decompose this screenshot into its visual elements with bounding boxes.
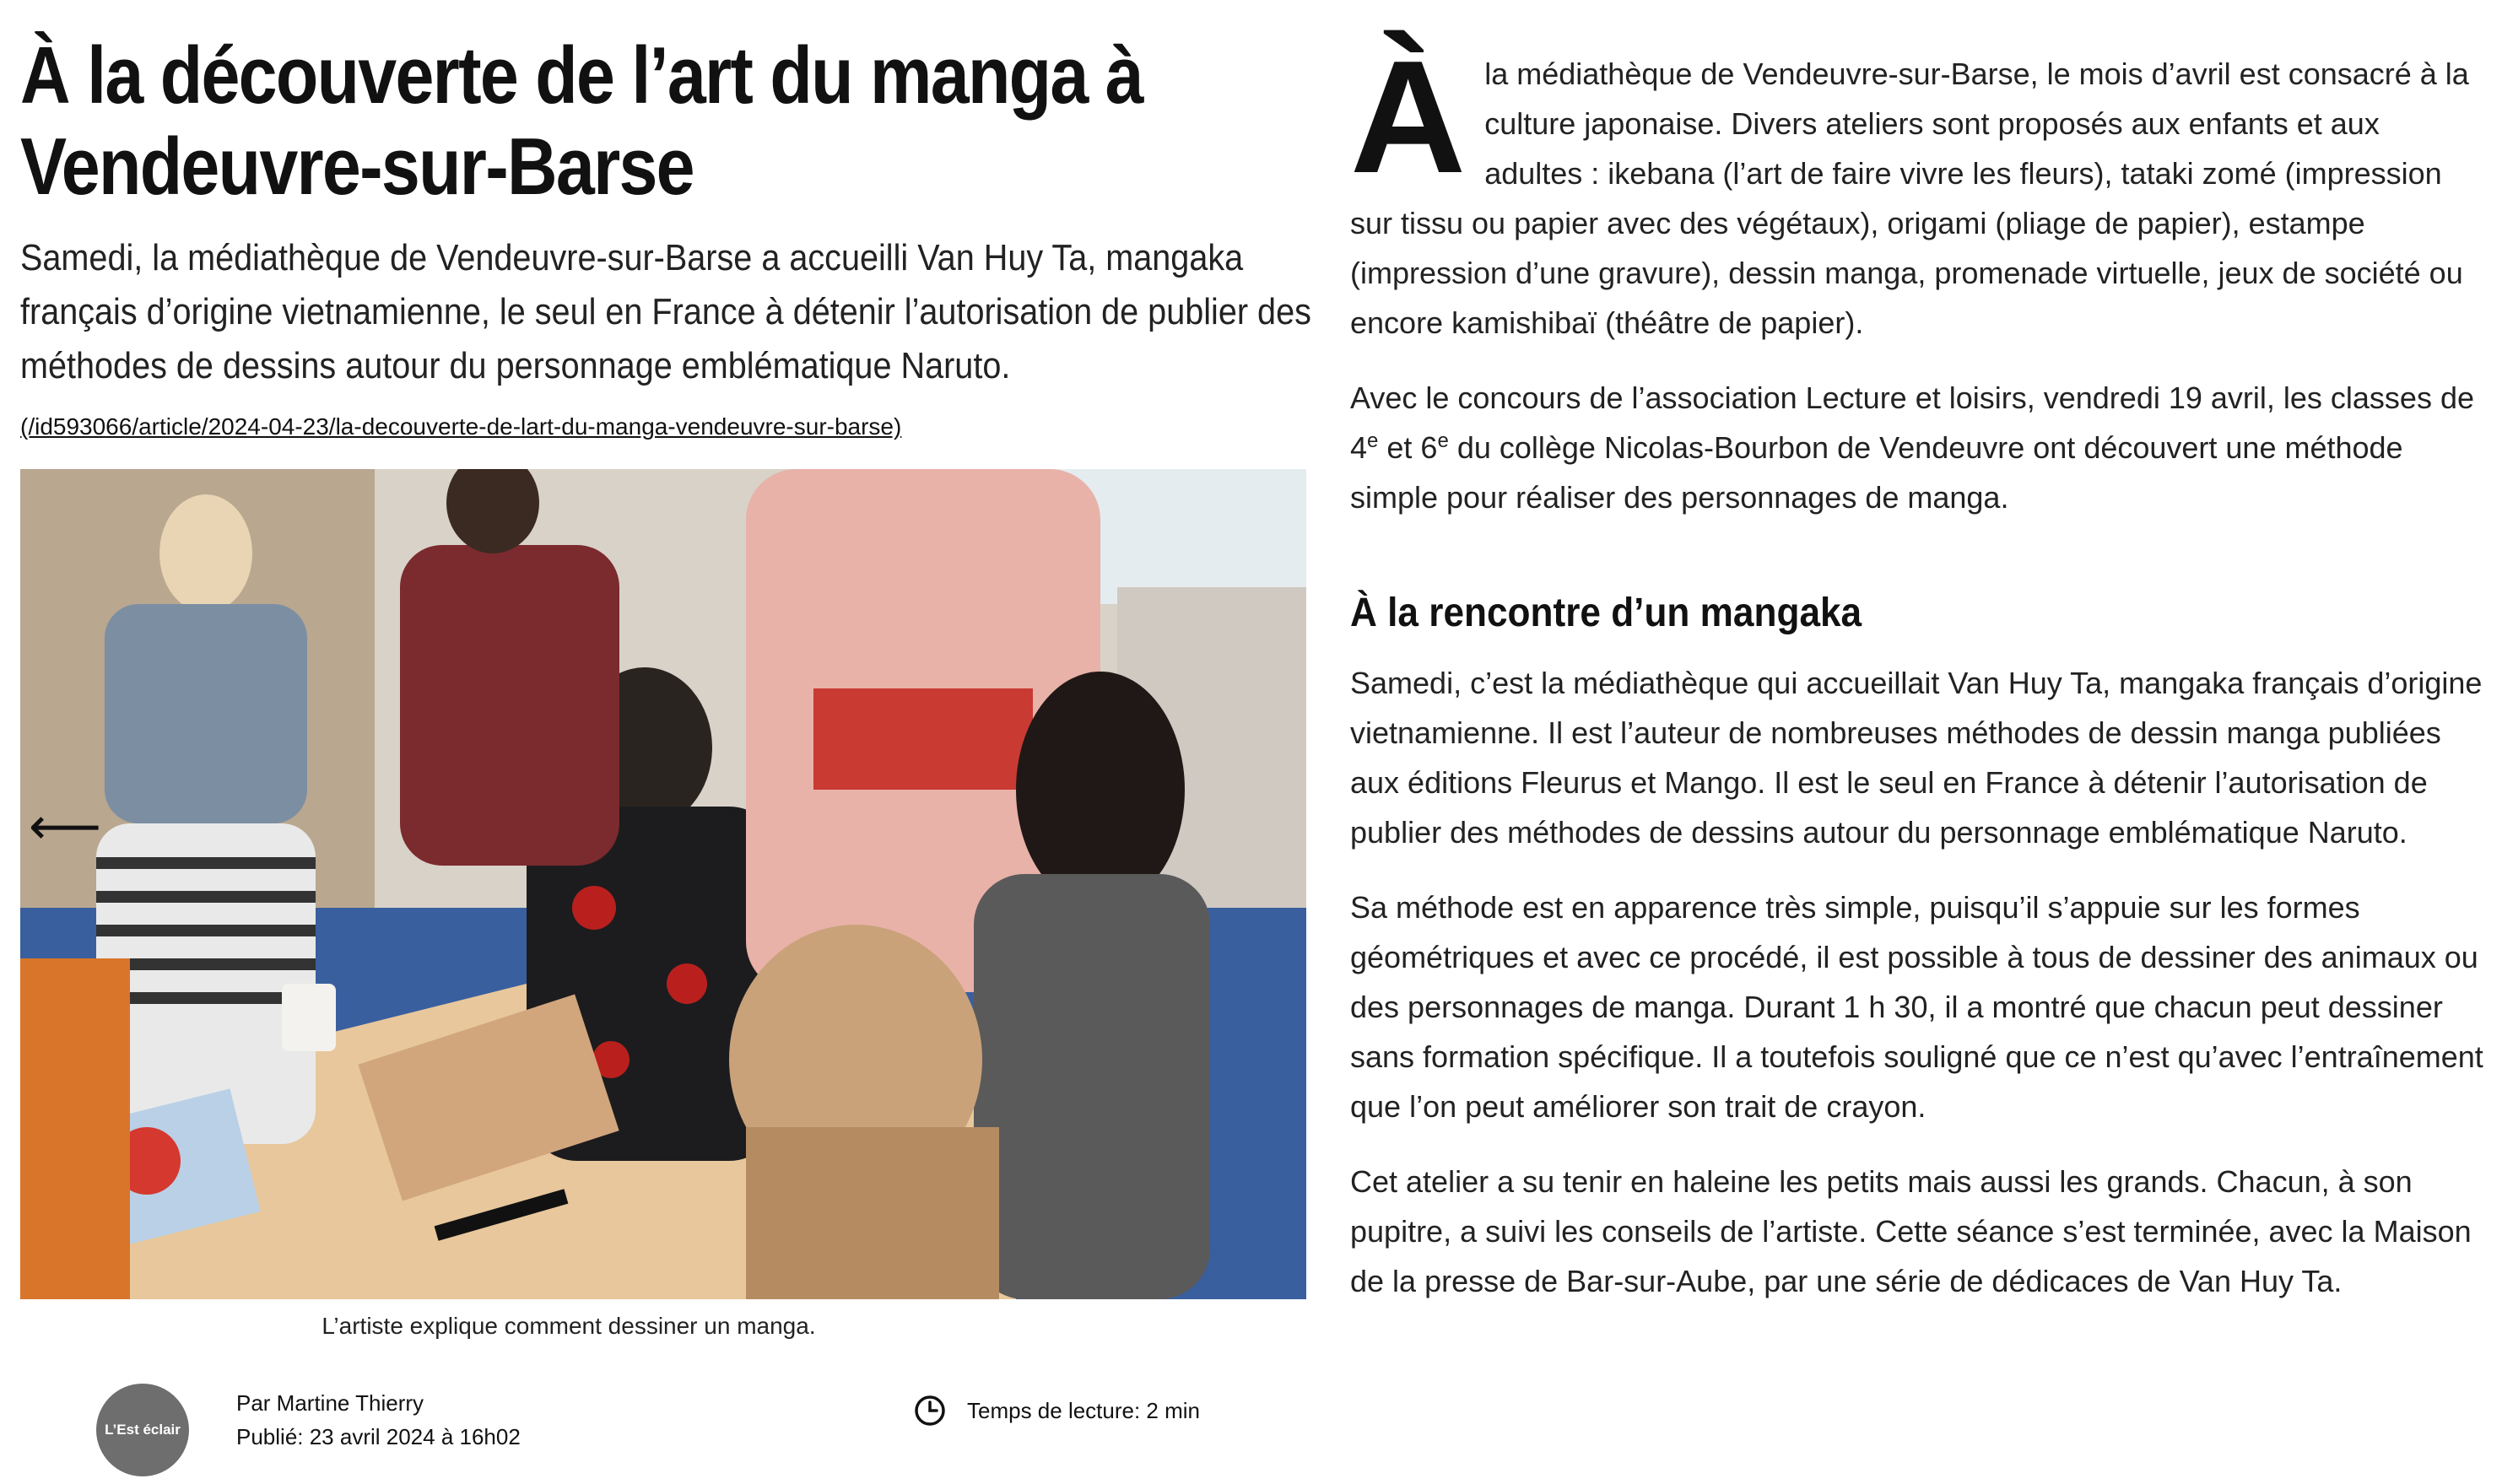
article-left-column	[20, 0, 1311, 1449]
section-subheading: À la rencontre d’un mangaka	[1350, 591, 1862, 635]
body-paragraph-5: Cet atelier a su tenir en haleine les petits mais aussi les grands. Chacun, à son pupitre, a suivi les conseils de l’artiste. Cette séance s’est terminée, avec la Maison de la presse de Bar-sur-Aube, par une série de dédicaces de Van Huy Ta.	[1350, 1164, 2472, 1298]
read-time	[913, 1394, 1200, 1427]
body-paragraph-2-part-c: du collège Nicolas-Bourbon de Vendeuvre ont découvert une méthode simple pour réaliser des personnages de manga.	[1350, 430, 2403, 515]
photo-caption: L’artiste explique comment dessiner un manga.	[322, 1313, 816, 1339]
body-paragraph-2	[1350, 373, 2485, 522]
body-paragraph-3: Samedi, c’est la médiathèque qui accueillait Van Huy Ta, mangaka français d’origine vietnamienne. Il est l’auteur de nombreuses méthodes de dessin manga publiées aux éditions Fleurus et Mango. Il est le seul en France à détenir l’autorisation de publier des méthodes de dessins autour du personnage emblématique Naruto.	[1350, 666, 2483, 850]
superscript-e-2: e	[1437, 429, 1449, 452]
article-headline: À la découverte de l’art du manga à Vendeuvre-sur-Barse	[20, 30, 1143, 212]
article-url-link[interactable]: (/id593066/article/2024-04-23/la-decouverte-de-lart-du-manga-vendeuvre-sur-barse)	[20, 413, 902, 440]
byline	[96, 1384, 1311, 1476]
photo-illustration	[20, 469, 1306, 1299]
article-chapo: Samedi, la médiathèque de Vendeuvre-sur-Barse a accueilli Van Huy Ta, mangaka français d’origine vietnamienne, le seul en France à détenir l’autorisation de publier des méthodes de dessins autour du personnage emblématique Naruto.	[20, 237, 1311, 386]
published-date: Publié: 23 avril 2024 à 16h02	[236, 1424, 521, 1449]
body-paragraph-2-part-b: et 6	[1378, 430, 1438, 465]
arrow-left-icon[interactable]: ⟵	[29, 798, 102, 855]
publisher-logo: L’Est éclair	[96, 1384, 189, 1476]
superscript-e-1: e	[1367, 429, 1379, 452]
read-time-label: Temps de lecture: 2 min	[967, 1397, 1201, 1423]
drop-cap: À	[1350, 28, 1467, 207]
body-paragraph-1	[1350, 28, 2485, 348]
article-photo[interactable]	[20, 469, 1306, 1299]
article-body	[1350, 0, 2485, 1331]
author-name: Par Martine Thierry	[236, 1390, 424, 1416]
clock-icon	[913, 1394, 947, 1427]
body-paragraph-4: Sa méthode est en apparence très simple, puisqu’il s’appuie sur les formes géométriques et avec ce procédé, il est possible à tous de dessiner des animaux ou des personnages de manga. Durant 1 h 30, il a montré que chacun peut dessiner sans formation spécifique. Il a toutefois souligné que ce n’est qu’avec l’entraînement que l’on peut améliorer son trait de crayon.	[1350, 890, 2483, 1124]
body-paragraph-1-text: la médiathèque de Vendeuvre-sur-Barse, le mois d’avril est consacré à la culture japonaise. Divers ateliers sont proposés aux enfants et aux adultes : ikebana (l’art de faire vivre les fleurs), tataki zomé (impression sur tissu ou papier avec des végétaux), origami (pliage de papier), estampe (impression d’une gravure), dessin manga, promenade virtuelle, jeux de société ou encore kamishibaï (théâtre de papier).	[1350, 57, 2469, 340]
body-paragraph-2-part-a: Avec le concours de l’association Lecture et loisirs, vendredi 19 avril, les classes de 4	[1350, 380, 2474, 465]
